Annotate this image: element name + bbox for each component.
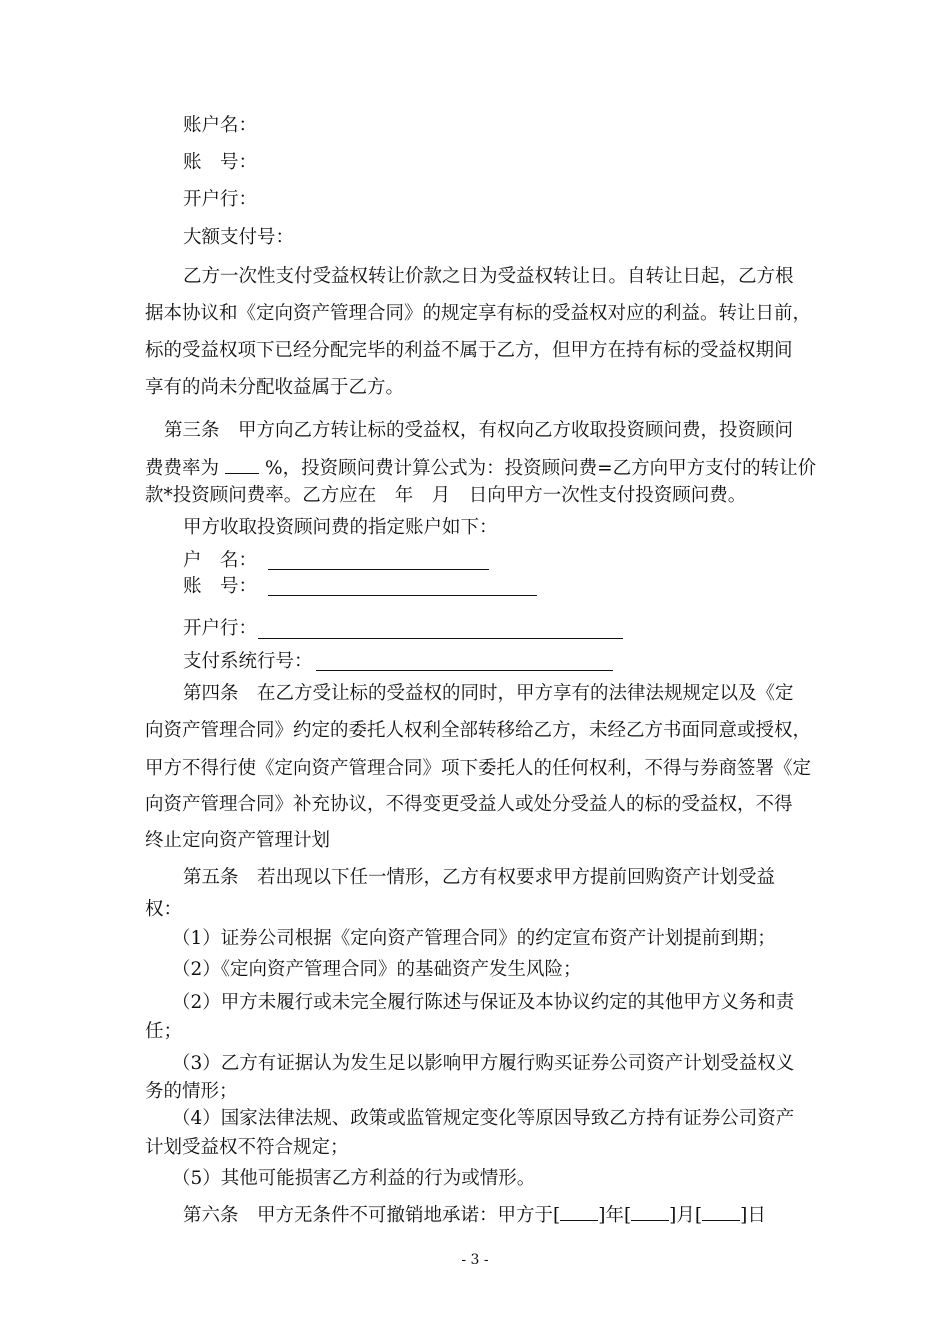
fee-account-number-label: 账 号： — [183, 576, 258, 597]
large-payment-label: 大额支付号： — [183, 227, 295, 248]
transfer-para-line: 据本协议和《定向资产管理合同》的规定享有标的受益权对应的利益。转让日前， — [145, 303, 812, 324]
fee-bank-label: 开户行： — [183, 618, 258, 639]
article5-item: （5）其他可能损害乙方利益的行为或情形。 — [172, 1168, 536, 1189]
transfer-para-line: 乙方一次性支付受益权转让价款之日为受益权转让日。自转让日起，乙方根 — [183, 266, 794, 287]
fee-account-name-label: 户 名： — [183, 550, 258, 571]
article5-item: （1）证券公司根据《定向资产管理合同》的约定宣布资产计划提前到期； — [172, 928, 776, 949]
article6-month: ]月[ — [669, 1205, 703, 1226]
payment-system-blank — [316, 670, 613, 671]
payment-system-label: 支付系统行号： — [183, 651, 313, 672]
article4-line: 第四条 在乙方受让标的受益权的同时，甲方享有的法律法规规定以及《定 — [183, 683, 794, 704]
day-blank — [702, 1200, 740, 1221]
fee-account-name-blank — [268, 569, 489, 570]
article5-item: （2）《定向资产管理合同》的基础资产发生风险； — [172, 959, 582, 980]
fee-bank-blank — [258, 638, 623, 639]
article5-item: 任； — [145, 1021, 183, 1042]
article6-prefix: 第六条 甲方无条件不可撤销地承诺：甲方于[ — [183, 1205, 561, 1226]
article3-rate-prefix: 费费率为 — [145, 458, 220, 479]
month-blank — [631, 1200, 669, 1221]
article4-line: 向资产管理合同》补充协议，不得变更受益人或处分受益人的标的受益权，不得 — [145, 794, 793, 815]
article3-line2 — [145, 453, 816, 482]
article6-line — [183, 1200, 766, 1229]
designated-account-intro: 甲方收取投资顾问费的指定账户如下： — [183, 517, 498, 538]
year-blank — [560, 1200, 598, 1221]
article4-line: 终止定向资产管理计划 — [145, 830, 331, 851]
article5-item: 计划受益权不符合规定； — [145, 1137, 349, 1158]
article3-line3: 款*投资顾问费率。乙方应在 年 月 日向甲方一次性支付投资顾问费。 — [145, 485, 747, 506]
article6-year: ]年[ — [598, 1205, 632, 1226]
article5-item: （2）甲方未履行或未完全履行陈述与保证及本协议约定的其他甲方义务和责 — [172, 992, 795, 1013]
article5-intro: 第五条 若出现以下任一情形，乙方有权要求甲方提前回购资产计划受益 — [183, 867, 776, 888]
fee-rate-blank — [225, 453, 259, 474]
bank-label: 开户行： — [183, 189, 258, 210]
article6-day: ]日 — [740, 1205, 766, 1226]
article3-rate-suffix: %，投资顾问费计算公式为：投资顾问费=乙方向甲方支付的转让价 — [265, 458, 817, 479]
page-number: - 3 - — [461, 1252, 489, 1268]
article5-item: （3）乙方有证据认为发生足以影响甲方履行购买证券公司资产计划受益权义 — [172, 1053, 795, 1074]
article5-intro: 权： — [145, 899, 183, 920]
article4-line: 甲方不得行使《定向资产管理合同》项下委托人的任何权利，不得与券商签署《定 — [145, 758, 812, 779]
account-number-label: 账 号： — [183, 152, 258, 173]
article5-item: 务的情形； — [145, 1081, 238, 1102]
fee-account-number-blank — [268, 595, 537, 596]
transfer-para-line: 享有的尚未分配收益属于乙方。 — [145, 377, 405, 398]
account-name-label: 账户名： — [183, 115, 258, 136]
article3-line1: 第三条 甲方向乙方转让标的受益权，有权向乙方收取投资顾问费，投资顾问 — [164, 420, 794, 441]
article5-item: （4）国家法律法规、政策或监管规定变化等原因导致乙方持有证券公司资产 — [172, 1108, 795, 1129]
article4-line: 向资产管理合同》约定的委托人权利全部转移给乙方，未经乙方书面同意或授权， — [145, 720, 812, 741]
transfer-para-line: 标的受益权项下已经分配完毕的利益不属于乙方，但甲方在持有标的受益权期间 — [145, 340, 793, 361]
